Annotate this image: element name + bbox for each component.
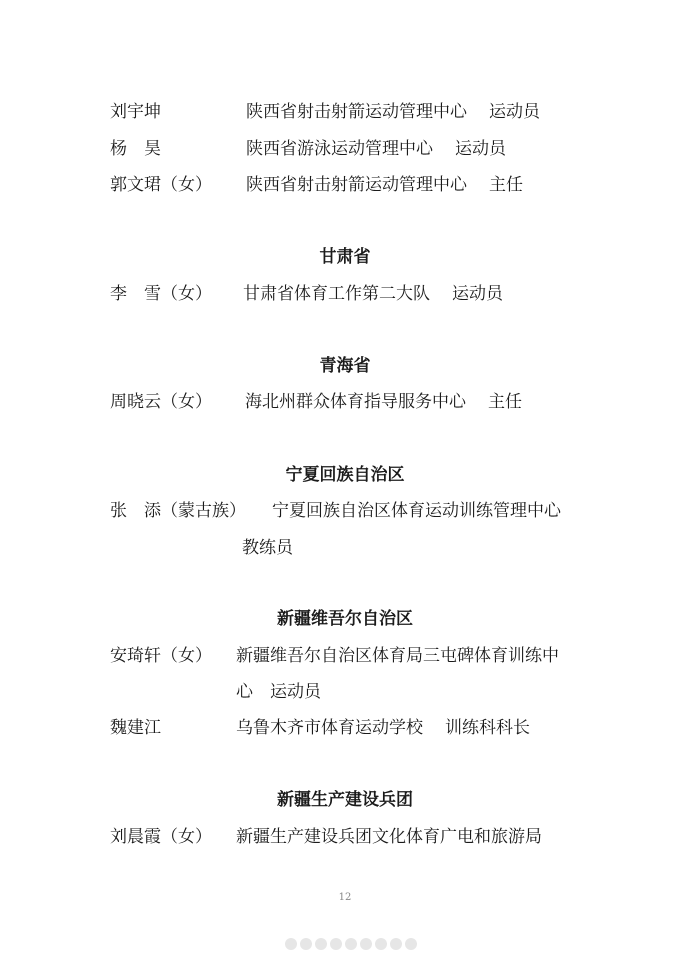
section-heading-ningxia: 宁夏回族自治区	[285, 465, 405, 485]
entry-org: 宁夏回族自治区体育运动训练管理中心	[272, 501, 561, 521]
entry-role: 运动员	[455, 139, 506, 159]
entry-org-continuation: 心 运动员	[236, 682, 321, 702]
entry-org: 新疆维吾尔自治区体育局三屯碑体育训练中	[236, 646, 559, 666]
entry-role: 运动员	[489, 102, 540, 122]
watermark	[285, 938, 417, 950]
entry-affiliation	[246, 174, 523, 196]
entry-affiliation	[246, 138, 506, 160]
entry-org: 陕西省游泳运动管理中心	[246, 139, 433, 159]
entry-org: 乌鲁木齐市体育运动学校	[236, 718, 423, 738]
entry-role: 教练员	[242, 538, 293, 558]
entry-affiliation	[243, 283, 503, 305]
section-heading-gansu: 甘肃省	[319, 247, 371, 267]
entry-role: 训练科科长	[445, 718, 530, 738]
entry-affiliation	[246, 101, 540, 123]
page-number: 12	[338, 892, 352, 903]
entry-name: 刘晨霞（女）	[110, 827, 212, 847]
entry-name: 安琦轩（女）	[110, 646, 212, 666]
section-heading-qinghai: 青海省	[319, 356, 371, 376]
section-heading-bingtuan: 新疆生产建设兵团	[277, 790, 413, 810]
entry-name: 魏建江	[110, 718, 161, 738]
entry-role: 主任	[488, 392, 522, 412]
entry-org: 陕西省射击射箭运动管理中心	[246, 102, 467, 122]
section-heading-xinjiang: 新疆维吾尔自治区	[277, 609, 413, 629]
entry-affiliation	[245, 391, 522, 413]
entry-name: 张 添（蒙古族）	[110, 501, 246, 521]
entry-role: 主任	[489, 175, 523, 195]
entry-org: 陕西省射击射箭运动管理中心	[246, 175, 467, 195]
entry-org: 甘肃省体育工作第二大队	[243, 284, 430, 304]
entry-name: 李 雪（女）	[110, 284, 212, 304]
entry-name: 周晓云（女）	[110, 392, 212, 412]
entry-org: 新疆生产建设兵团文化体育广电和旅游局	[236, 827, 542, 847]
entry-role: 运动员	[452, 284, 503, 304]
entry-name: 刘宇坤	[110, 102, 161, 122]
entry-name: 郭文珺（女）	[110, 175, 212, 195]
entry-name: 杨 昊	[110, 139, 161, 159]
entry-org: 海北州群众体育指导服务中心	[245, 392, 466, 412]
entry-affiliation	[236, 717, 530, 739]
